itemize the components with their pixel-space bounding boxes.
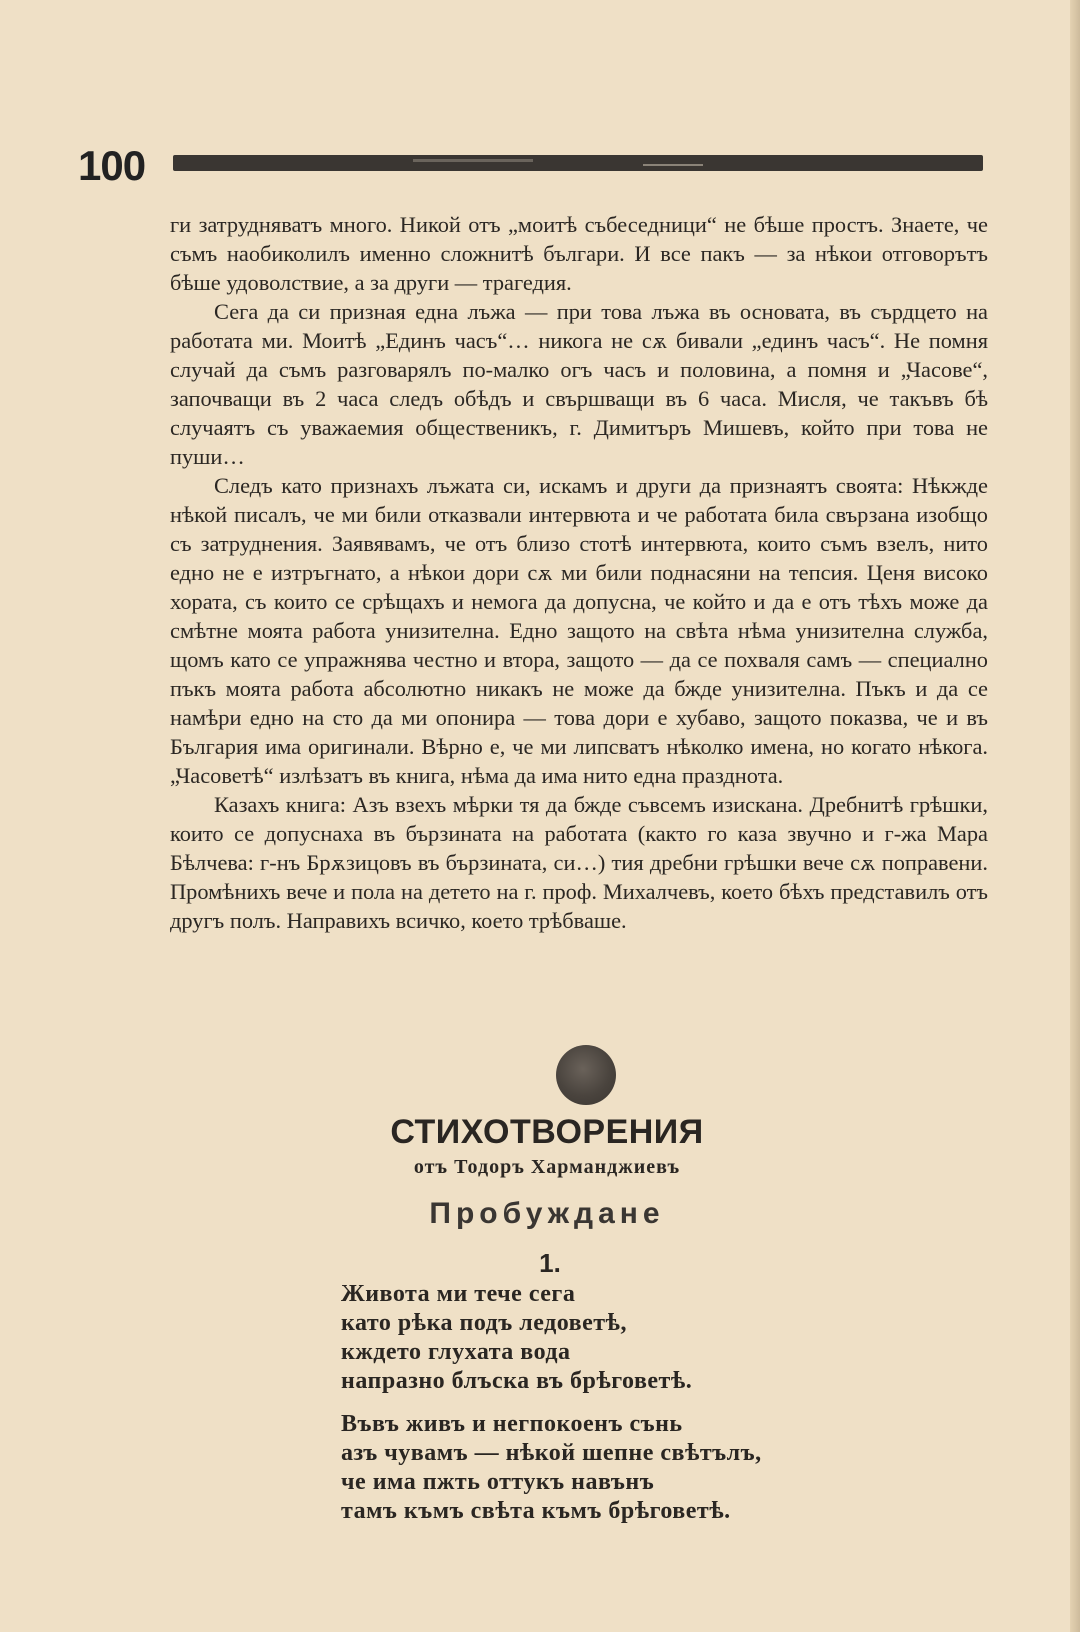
round-ornament-icon [556, 1045, 616, 1105]
paragraph: Казахъ книга: Азъ взехъ мѣрки тя да бжде съвсемъ изискана. Дребнитѣ грѣшки, които се допуснаха въ бързината на работата (както го каза звучно и г-жа Мара Бѣлчева: г-нъ Брѫзицовъ въ бързината, си…) тия дребни грѣшки вече сѫ поправени. Промѣнихъ вече и пола на детето на г. проф. Михалчевъ, което бѣхъ представилъ отъ другъ полъ. Направихъ всичко, което трѣбваше. [170, 792, 988, 933]
poem-line: напразно блъска въ брѣговетѣ. [341, 1368, 693, 1394]
stanza [341, 1410, 1080, 1526]
paragraph: Следъ като признахъ лъжата си, искамъ и други да признаятъ своята: Нѣкжде нѣкой писалъ, че ми били отказвали интервюта и че работата била свързана изобщо съ затруднения. Заявявамъ, че отъ близо стотѣ интервюта, които съмъ взелъ, нито едно не е изтръгнато, а нѣкои дори сѫ ми били поднасяни на тепсия. Ценя високо хората, съ които се срѣщахъ и немога да допусна, че който и да е отъ тѣхъ може да смѣтне моята работа унизителна. Едно защото на свѣта нѣма унизителна служба, щомъ като се упражнява честно и втора, защото — да се похваля самъ — специално пъкъ моята работа абсолютно никакъ не може да бжде унизителна. Пъкъ и да се намѣри едно на сто да ми опонира — това дори е хубаво, защото показва, че и въ България има оригинали. Вѣрно е, че ми липсватъ нѣколко имена, но когато нѣкога. „Часоветѣ“ излѣзатъ въ книга, нѣма да има нито една празднота. [170, 473, 988, 788]
poem-title: СТИХОТВОРЕНИЯ [390, 1113, 704, 1151]
header-rule [173, 155, 983, 171]
page-number: 100 [78, 142, 146, 189]
poem-line: като рѣка подъ ледоветѣ, [341, 1310, 627, 1336]
poem-line: азъ чувамъ — нѣкой шепне свѣтълъ, [341, 1440, 762, 1466]
paragraph: ги затрудняватъ много. Никой отъ „моитѣ събеседници“ не бѣше простъ. Знаете, че съмъ наобиколилъ именно сложнитѣ българи. И все пакъ — за нѣкои отговорътъ бѣше удоволствие, а за други — трагедия. [170, 212, 988, 295]
header-rule-texture [643, 164, 703, 166]
stanza [341, 1280, 1080, 1396]
poem-author: отъ Тодоръ Харманджиевъ [413, 1156, 681, 1178]
poem-subtitle: Пробуждане [429, 1197, 665, 1230]
poem-line: кждето глухата вода [341, 1339, 571, 1365]
paragraph: Сега да си призная една лъжа — при това лъжа въ основата, въ сърдцето на работата ми. Моитѣ „Единъ часъ“… никога не сѫ бивали „единъ часъ“. Не помня случай да съмъ разговарялъ по-малко огъ часъ и половина, а помня и „Часове“, започващи въ 2 часа следъ обѣдъ и свършващи въ 6 часа. Мисля, че такъвъ бѣ случаятъ съ уважаемия общественикъ, г. Димитъръ Мишевъ, който при това не пуши… [170, 299, 988, 469]
header-rule-texture [413, 159, 533, 162]
page-header [78, 143, 983, 189]
poem-line: че има пжть оттукъ навънъ [341, 1469, 655, 1495]
poem-section [0, 1110, 1080, 1526]
article-body [170, 210, 988, 935]
poem-line: тамъ къмъ свѣта къмъ брѣговетѣ. [341, 1498, 731, 1524]
section-number: 1. [539, 1248, 561, 1278]
poem-line: Въвъ живъ и негпокоенъ сънь [341, 1411, 683, 1437]
poem-line: Живота ми тече сега [341, 1281, 576, 1307]
